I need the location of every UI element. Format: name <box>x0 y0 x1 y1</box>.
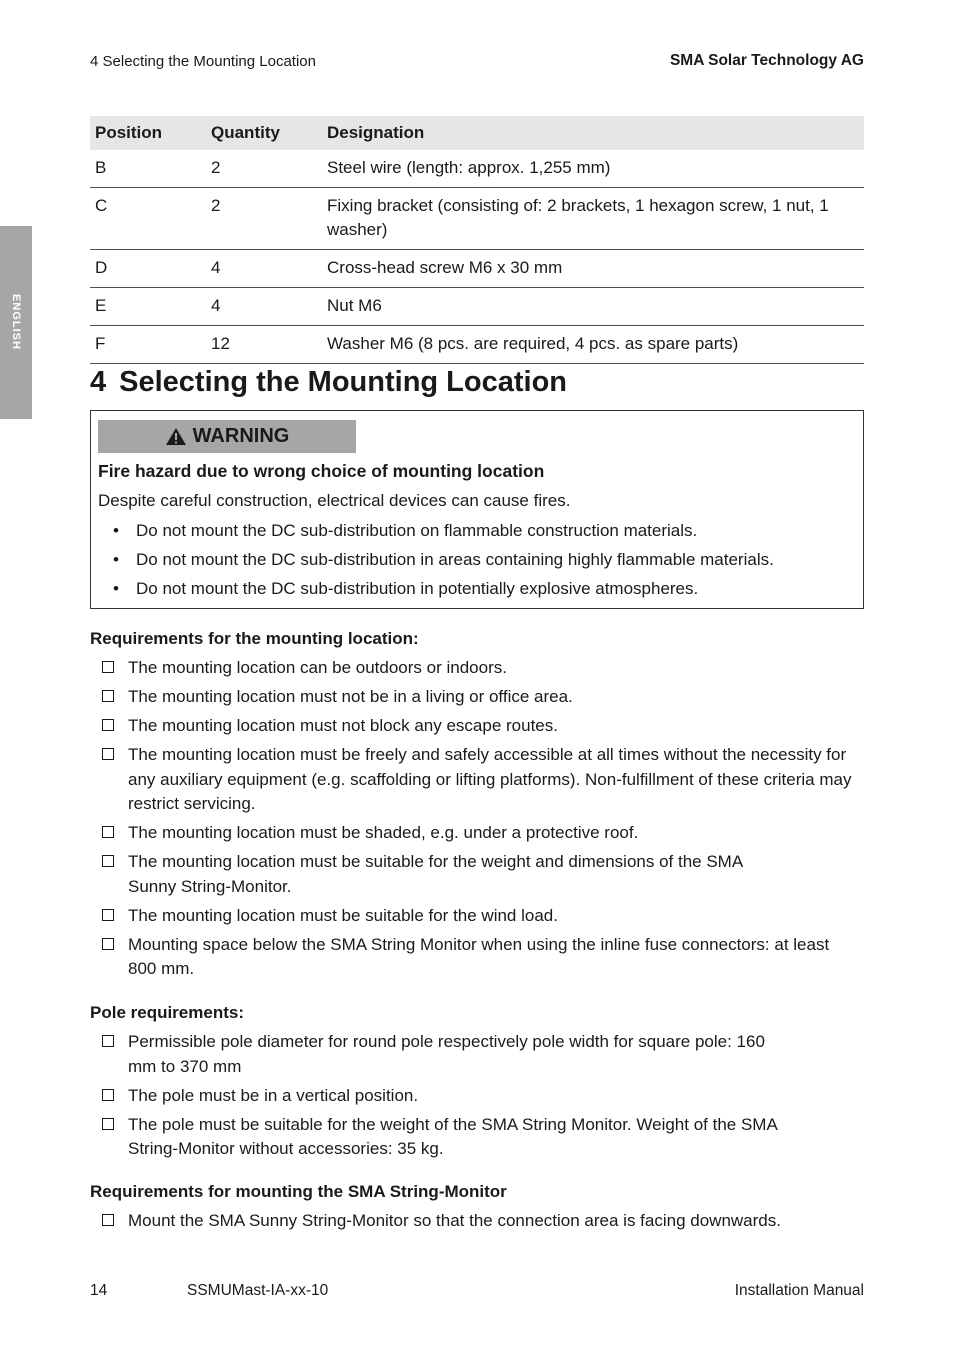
column-header-position: Position <box>90 116 206 150</box>
table-row <box>90 288 864 326</box>
table-row <box>90 326 864 364</box>
checklist-item-text: The mounting location must be shaded, e.g. under a protective roof. <box>128 823 639 842</box>
column-header-designation: Designation <box>322 116 864 150</box>
checkbox-icon <box>102 661 114 673</box>
bullet-icon: • <box>113 521 119 540</box>
checklist-item-text: The mounting location must not be in a living or office area. <box>128 687 573 706</box>
checkbox-icon <box>102 690 114 702</box>
list-item-text: Do not mount the DC sub-distribution on flammable construction materials. <box>136 521 698 540</box>
table-header-row <box>90 116 864 150</box>
page-number: 14 <box>90 1282 108 1299</box>
warning-box <box>90 410 864 609</box>
checklist-item <box>90 933 848 982</box>
document-type: Installation Manual <box>734 1282 864 1299</box>
cell-position: E <box>90 288 206 326</box>
checklist-item-text: The pole must be suitable for the weight of the SMA String Monitor. Weight of the SMA String-Monitor without accessories: 35 kg. <box>128 1114 777 1158</box>
bullet-icon: • <box>113 550 119 569</box>
checklist-item <box>90 743 870 817</box>
checkbox-icon <box>102 1089 114 1101</box>
language-tab-label: ENGLISH <box>10 294 22 350</box>
checklist-item <box>90 904 870 929</box>
checklist-item-text: Mounting space below the SMA String Monitor when using the inline fuse connectors: at least 800 mm. <box>128 934 830 978</box>
cell-quantity: 12 <box>206 326 322 364</box>
cell-quantity: 4 <box>206 288 322 326</box>
checklist-item-text: The mounting location must be suitable for the wind load. <box>128 905 558 925</box>
cell-designation: Nut M6 <box>322 288 864 326</box>
cell-designation: Washer M6 (8 pcs. are required, 4 pcs. as spare parts) <box>322 326 864 364</box>
cell-position: B <box>90 150 206 188</box>
document-id: SSMUMast-IA-xx-10 <box>187 1282 329 1299</box>
cell-designation: Fixing bracket (consisting of: 2 brackets, 1 hexagon screw, 1 nut, 1 washer) <box>322 188 864 250</box>
mounting-requirements-heading: Requirements for mounting the SMA String-Monitor <box>90 1182 507 1201</box>
section-title-text: Selecting the Mounting Location <box>119 366 568 398</box>
cell-position: C <box>90 188 206 250</box>
cell-quantity: 2 <box>206 150 322 188</box>
pole-requirements-heading: Pole requirements: <box>90 1003 244 1022</box>
bullet-icon: • <box>113 579 119 598</box>
checklist-item-text: The mounting location must be freely and safely accessible at all times without the necessity for any auxiliary equipment (e.g. scaffolding or lifting platforms). Non-fulfillment of these criteria may restrict servicing. <box>128 745 852 813</box>
table-row <box>90 150 864 188</box>
list-item-text: Do not mount the DC sub-distribution in areas containing highly flammable materials. <box>136 550 774 569</box>
checkbox-icon <box>102 748 114 760</box>
checklist-item <box>90 1084 790 1109</box>
table-row <box>90 188 864 250</box>
list-item-text: Do not mount the DC sub-distribution in potentially explosive atmospheres. <box>136 579 699 598</box>
cell-position: D <box>90 250 206 288</box>
checklist-item <box>90 656 870 681</box>
cell-position: F <box>90 326 206 364</box>
checklist-item-text: The pole must be in a vertical position. <box>128 1085 419 1105</box>
checkbox-icon <box>102 1118 114 1130</box>
checklist-item <box>90 1209 880 1234</box>
checkbox-icon <box>102 938 114 950</box>
parts-table <box>90 116 864 364</box>
pole-requirements-list <box>90 1030 790 1166</box>
checkbox-icon <box>102 855 114 867</box>
checkbox-icon <box>102 1035 114 1047</box>
warning-label <box>98 420 356 453</box>
table-row <box>90 250 864 288</box>
warning-label-text: WARNING <box>192 425 290 447</box>
checklist-item <box>90 714 870 739</box>
cell-quantity: 4 <box>206 250 322 288</box>
cell-quantity: 2 <box>206 188 322 250</box>
checkbox-icon <box>102 719 114 731</box>
checklist-item <box>90 850 778 899</box>
column-header-quantity: Quantity <box>206 116 322 150</box>
checkbox-icon <box>102 1214 114 1226</box>
running-header-chapter: 4 Selecting the Mounting Location <box>90 53 316 70</box>
warning-heading: Fire hazard due to wrong choice of mounting location <box>98 461 545 481</box>
running-header-company: SMA Solar Technology AG <box>669 52 864 69</box>
checklist-item <box>90 1030 790 1079</box>
checklist-item-text: The mounting location can be outdoors or indoors. <box>128 658 507 677</box>
checklist-item <box>90 685 870 710</box>
checkbox-icon <box>102 909 114 921</box>
location-requirements-list <box>90 656 870 986</box>
warning-text: Despite careful construction, electrical devices can cause fires. <box>98 491 571 510</box>
checklist-item <box>90 1113 790 1162</box>
list-item <box>98 577 774 606</box>
checklist-item-text: The mounting location must be suitable for the weight and dimensions of the SMA Sunny String-Monitor. <box>128 852 743 896</box>
checkbox-icon <box>102 826 114 838</box>
list-item <box>98 519 774 548</box>
checklist-item-text: Mount the SMA Sunny String-Monitor so that the connection area is facing downwards. <box>128 1211 781 1230</box>
location-requirements-heading: Requirements for the mounting location: <box>90 629 419 648</box>
checklist-item-text: Permissible pole diameter for round pole respectively pole width for square pole: 160 mm to 370 mm <box>128 1032 765 1076</box>
cell-designation: Steel wire (length: approx. 1,255 mm) <box>322 150 864 188</box>
mounting-requirements-list <box>90 1209 880 1238</box>
section-number: 4 <box>90 366 107 398</box>
checklist-item <box>90 821 870 846</box>
list-item <box>98 548 774 577</box>
language-tab <box>0 226 32 419</box>
warning-list <box>98 519 774 606</box>
cell-designation: Cross-head screw M6 x 30 mm <box>322 250 864 288</box>
checklist-item-text: The mounting location must not block any escape routes. <box>128 716 558 735</box>
warning-triangle-icon <box>165 427 187 446</box>
section-title <box>90 366 567 399</box>
